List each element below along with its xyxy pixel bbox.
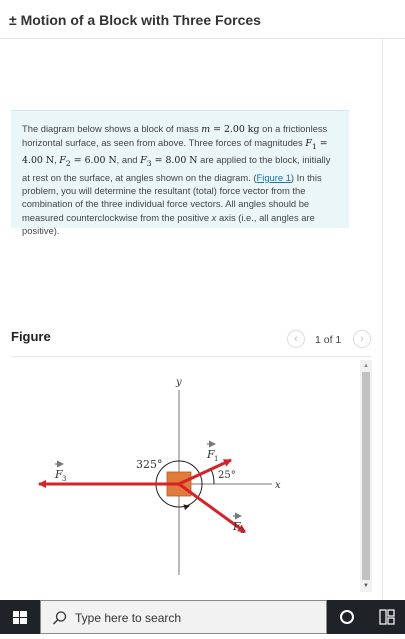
taskbar <box>0 600 405 634</box>
f3-label-text: F <box>55 468 63 481</box>
figure-pager <box>287 330 371 350</box>
taskbar-search-box[interactable] <box>40 600 327 634</box>
title-divider <box>0 38 405 39</box>
mass-symbol: m <box>201 124 211 135</box>
scroll-down-arrow-icon[interactable]: ▼ <box>363 583 369 589</box>
intro-text: on a frictionless horizontal surface, as seen from above. Three forces of magnitudes <box>22 123 328 149</box>
scroll-thumb[interactable] <box>362 372 370 580</box>
f3-label-subscript: 3 <box>62 475 67 483</box>
cortana-button[interactable] <box>333 600 361 634</box>
start-button[interactable] <box>0 600 40 634</box>
scroll-up-arrow-icon[interactable]: ▲ <box>363 363 369 369</box>
intro-text: , <box>54 154 60 166</box>
chevron-left-icon: ‹ <box>294 333 298 345</box>
f2-symbol: F <box>59 155 66 167</box>
problem-intro <box>11 110 349 236</box>
task-view-button[interactable] <box>372 600 402 634</box>
f3-subscript: 3 <box>146 159 152 169</box>
figure-divider <box>11 356 371 357</box>
force-diagram <box>0 360 356 596</box>
intro-text: ) In this problem, you will determine the resultant (total) force vector from the combination of the three individual force vectors. All angles should be measured counterclockwise from the positive <box>22 171 322 223</box>
f2-subscript: 2 <box>65 159 71 169</box>
f3-label <box>54 464 66 483</box>
f1-symbol: F <box>305 138 312 150</box>
f1-subscript: 1 <box>311 142 317 152</box>
intro-text: , and <box>116 154 141 166</box>
panel-divider <box>382 39 383 600</box>
page-title: ± Motion of a Block with Three Forces <box>9 12 261 28</box>
search-icon <box>52 610 68 626</box>
f2-label-text: F <box>233 520 241 533</box>
figure-link[interactable]: Figure 1 <box>256 171 291 183</box>
f2-value: = 6.00 N <box>70 155 117 167</box>
figure-heading: Figure <box>11 329 51 344</box>
f1-label-subscript: 1 <box>214 455 219 463</box>
intro-text: The diagram below shows a block of mass <box>22 123 202 134</box>
next-figure-button[interactable] <box>353 330 371 348</box>
f1-label-text: F <box>207 448 215 461</box>
prev-figure-button[interactable] <box>287 330 305 348</box>
angle-label-325: 325° <box>136 458 163 471</box>
y-axis-label: y <box>176 377 182 388</box>
f3-value: = 8.00 N <box>151 155 198 167</box>
f1-value: = 4.00 N <box>22 138 328 167</box>
cortana-circle-icon <box>333 600 361 634</box>
angle-label-25: 25° <box>218 470 236 481</box>
x-axis-label: x <box>275 480 281 491</box>
task-view-icon <box>372 600 402 634</box>
chevron-right-icon: › <box>360 333 364 345</box>
windows-logo-icon <box>0 600 40 634</box>
angle-arc-25 <box>211 469 214 484</box>
f3-symbol: F <box>140 155 147 167</box>
figure-scrollbar[interactable] <box>360 360 372 592</box>
intro-text: are applied to the block, initially at rest on the surface, at angles shown on the diagram. ( <box>22 154 331 183</box>
f2-label <box>232 516 244 535</box>
search-placeholder: Type here to search <box>75 611 182 625</box>
mass-value: = 2.00 kg <box>210 124 260 135</box>
f2-label-subscript: 2 <box>240 527 245 535</box>
pager-label: 1 of 1 <box>315 334 342 346</box>
f1-label <box>206 444 218 463</box>
intro-text: axis (i.e., all angles are positive). <box>22 211 315 236</box>
x-axis-ref: x <box>211 211 217 223</box>
